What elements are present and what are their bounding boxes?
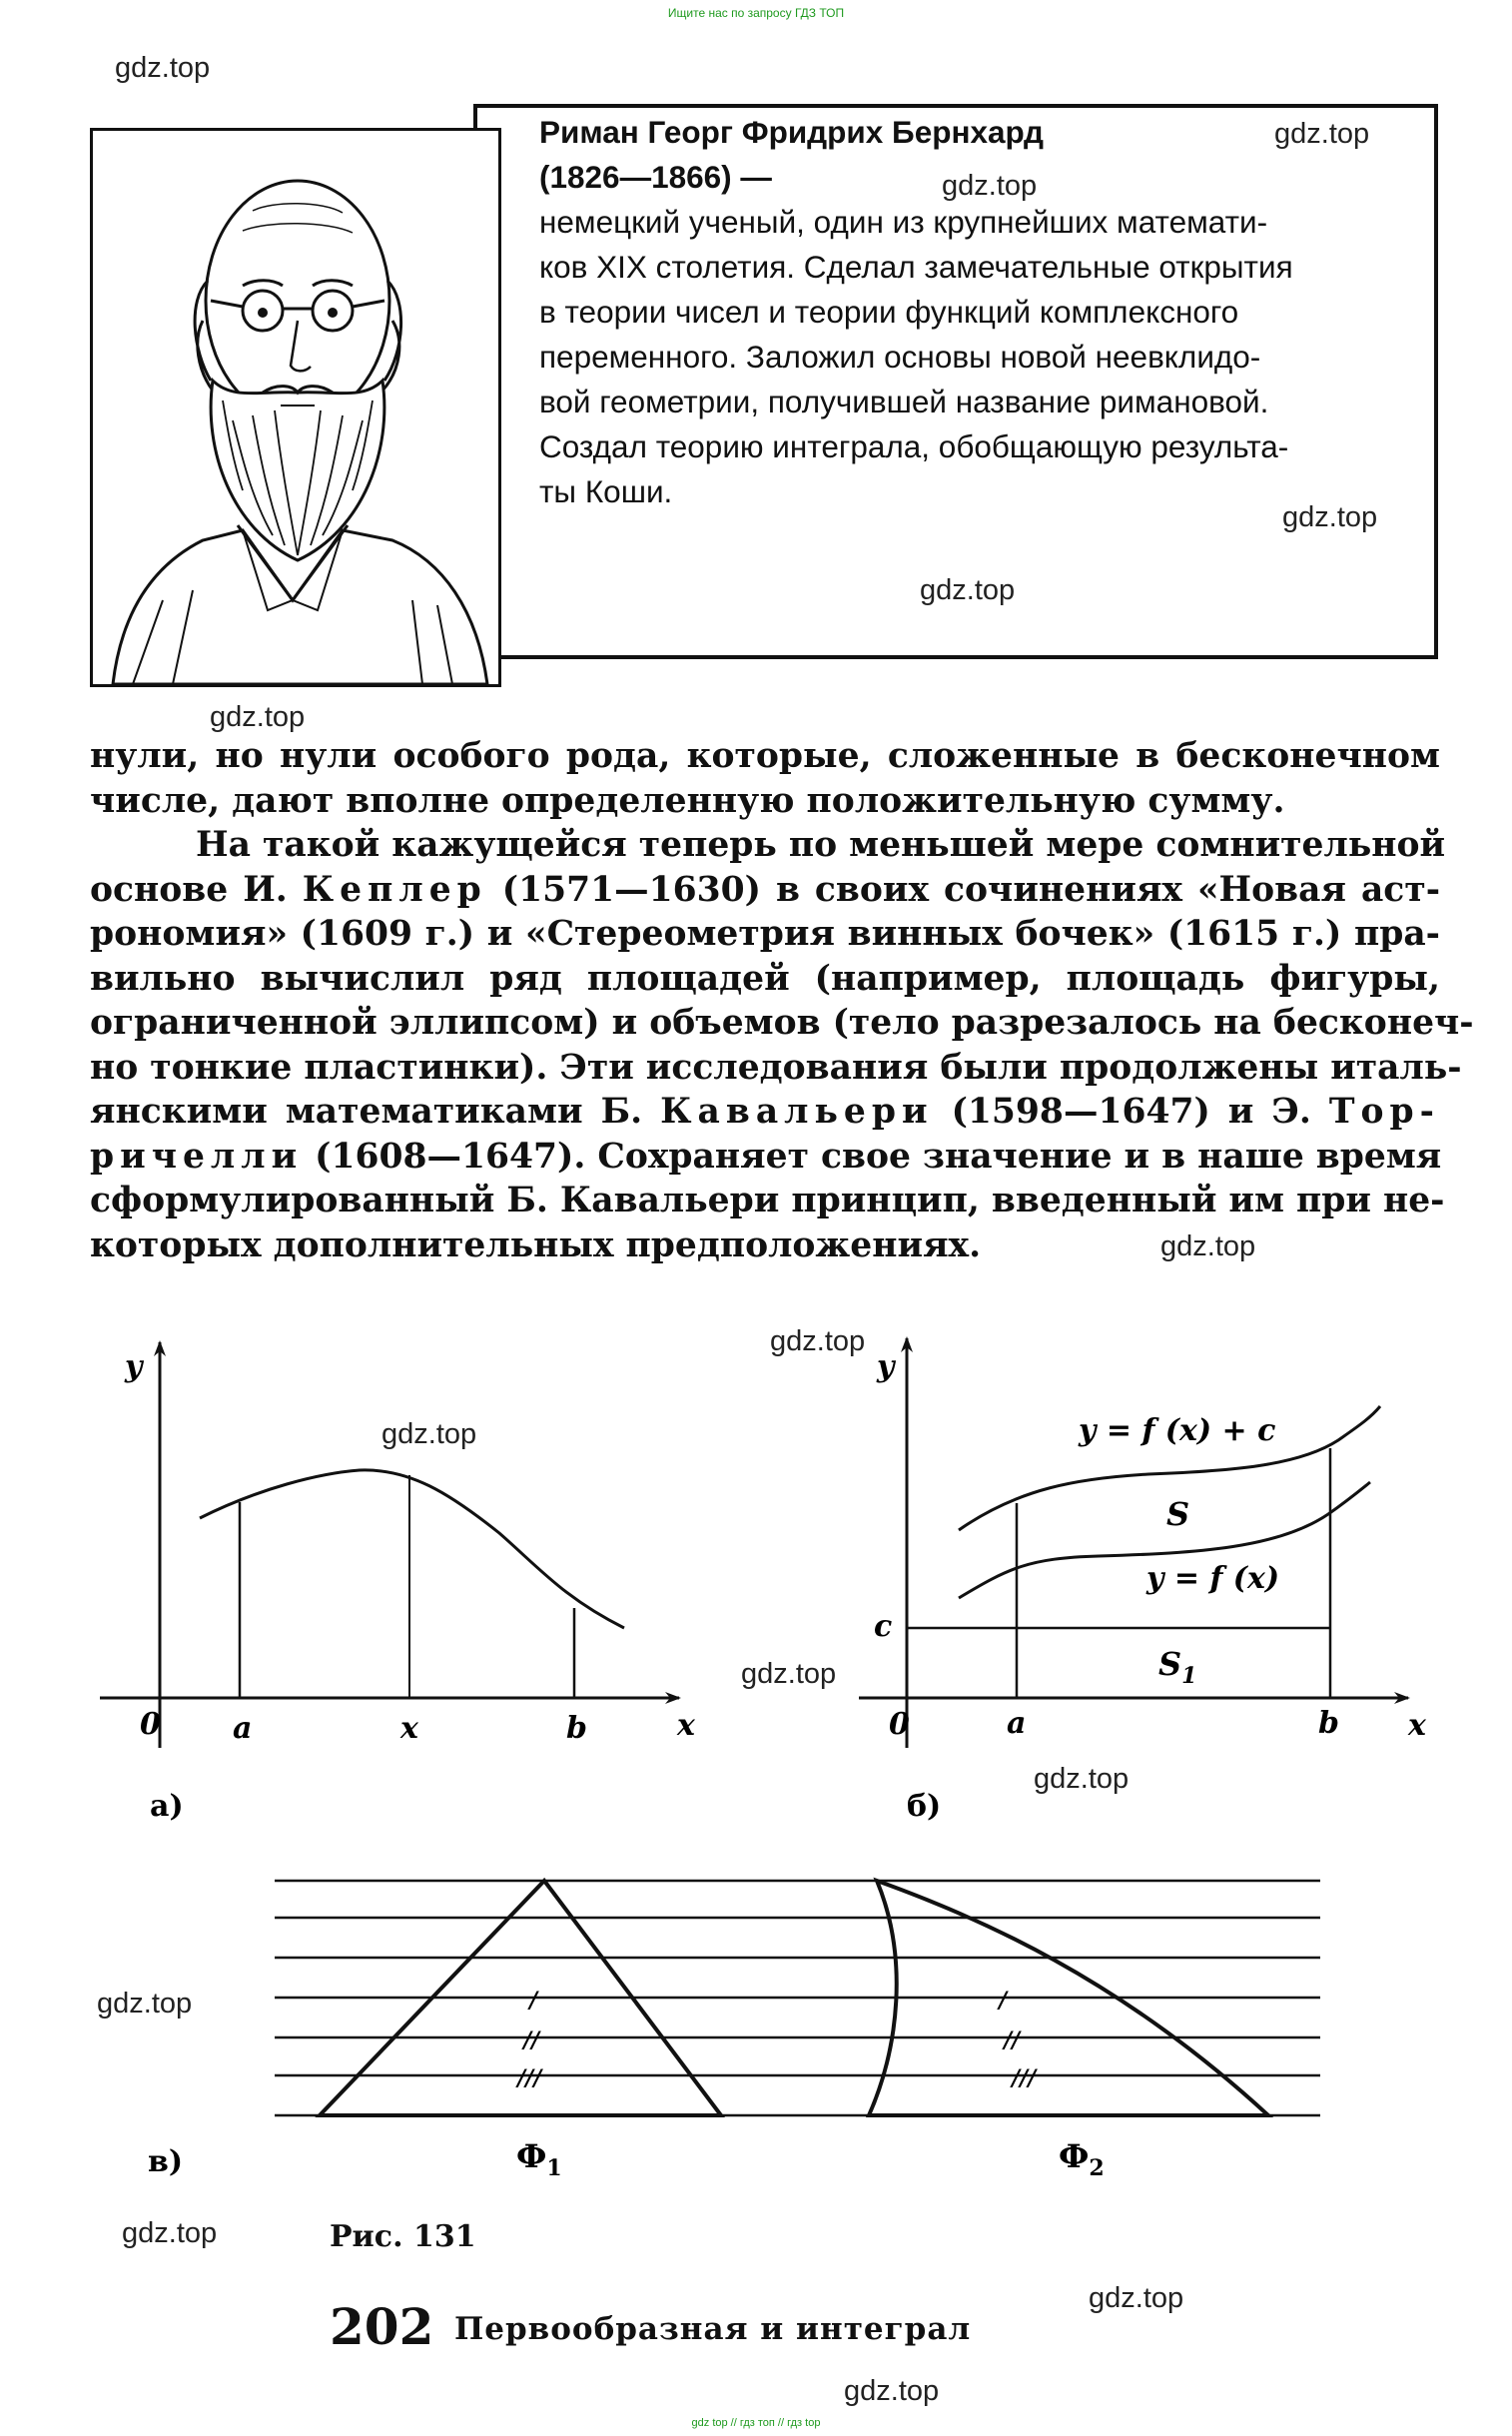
bio-line: ков XIX столетия. Сделал замечательные открытия <box>539 249 1293 285</box>
text-fragment: основе И. <box>90 869 288 910</box>
watermark: gdz.top <box>381 1418 477 1450</box>
figure-b <box>859 1338 1427 1748</box>
bio-line: немецкий ученый, один из крупнейших математи- <box>539 204 1268 240</box>
watermark: gdz.top <box>210 701 306 733</box>
phi1-main: Ф <box>516 2137 547 2175</box>
tick-b: b <box>566 1711 587 1746</box>
text-line <box>90 1135 1440 1180</box>
text-line: На такой кажущейся теперь по меньшей мере сомнительной <box>196 825 1446 865</box>
mark-single: / <box>529 1988 538 2014</box>
watermark: gdz.top <box>1282 501 1378 533</box>
text-line: рономия» (1609 г.) и «Стереометрия винных бочек» (1615 г.) пра- <box>90 914 1440 954</box>
region-s: S <box>1166 1495 1190 1533</box>
name-cavalieri: Кавальери <box>660 1092 934 1132</box>
section-title: Первообразная и интеграл <box>454 2311 972 2347</box>
tick-a: a <box>1007 1706 1027 1741</box>
watermark: gdz.top <box>920 574 1016 606</box>
riemann-portrait <box>90 128 501 687</box>
watermark: gdz.top <box>1089 2282 1184 2314</box>
label-phi2 <box>1059 2137 1105 2181</box>
name-torricelli-part: ричелли <box>90 1136 304 1177</box>
tick-c: c <box>874 1609 893 1644</box>
phi2-main: Ф <box>1059 2137 1090 2175</box>
text-fragment: (1571—1630) в своих сочинениях «Новая аст- <box>501 869 1441 910</box>
phi1-sub: 1 <box>546 2155 562 2181</box>
label-a: а) <box>150 1789 184 1824</box>
bio-line: Создал теорию интеграла, обобщающую результа- <box>539 428 1289 464</box>
page-number: 202 <box>330 2297 434 2356</box>
text-fragment: (1608—1647). Сохраняет свое значение и в наше время <box>315 1136 1442 1177</box>
watermark: gdz.top <box>115 52 211 84</box>
watermark: gdz.top <box>97 1988 193 2020</box>
bio-years: (1826—1866) — <box>539 159 772 195</box>
label-b: б) <box>907 1789 942 1824</box>
figure-caption: Рис. 131 <box>330 2219 476 2254</box>
mark-triple: /// <box>517 2065 542 2091</box>
watermark: gdz.top <box>1160 1230 1256 1262</box>
origin-label: 0 <box>889 1707 910 1742</box>
figure-a <box>100 1342 696 1748</box>
region-s1 <box>1158 1645 1196 1689</box>
watermark: gdz.top <box>122 2217 218 2249</box>
text-line: нули, но нули особого рода, которые, сложенные в бесконечном <box>90 736 1440 776</box>
portrait-drawing <box>93 131 498 684</box>
text-fragment: янскими математиками Б. <box>90 1092 643 1132</box>
watermark: gdz.top <box>942 170 1038 202</box>
top-search-note: Ищите нас по запросу ГДЗ ТОП <box>667 6 845 20</box>
tick-x: x <box>400 1711 418 1746</box>
bio-line: вой геометрии, получившей название римановой. <box>539 384 1269 419</box>
x-axis-label: x <box>677 1708 695 1743</box>
y-axis-label: y <box>877 1349 895 1384</box>
body-text <box>90 734 1474 1267</box>
curve <box>200 1470 624 1628</box>
origin-label: 0 <box>140 1707 161 1742</box>
figure-c <box>148 1881 1320 2181</box>
text-line <box>90 1090 1440 1135</box>
text-line: числе, дают вполне определенную положительную сумму. <box>90 780 1285 821</box>
bio-line: переменного. Заложил основы новой неевклидо- <box>539 339 1261 375</box>
tick-a: a <box>233 1711 253 1746</box>
x-axis-label: x <box>1408 1708 1426 1743</box>
text-line: вильно вычислил ряд площадей (например, площадь фигуры, <box>90 958 1440 999</box>
phi2-sub: 2 <box>1089 2155 1105 2181</box>
watermark: gdz.top <box>844 2375 940 2407</box>
bio-line: ты Коши. <box>539 473 673 509</box>
text-line: сформулированный Б. Кавальери принцип, введенный им при не- <box>90 1181 1445 1220</box>
mark-double: // <box>523 2028 540 2053</box>
text-line: ограниченной эллипсом) и объемов (тело разрезалось на бесконеч- <box>90 1003 1474 1043</box>
figure-131 <box>0 1278 1512 2257</box>
name-kepler: Кеплер <box>302 869 487 910</box>
text-line: которых дополнительных предположениях. <box>90 1224 982 1265</box>
bottom-note: gdz top // гдз топ // гдз top <box>691 2417 821 2429</box>
watermark: gdz.top <box>741 1658 837 1690</box>
watermark: gdz.top <box>1274 118 1370 150</box>
text-line: но тонкие пластинки). Эти исследования были продолжены италь- <box>90 1047 1462 1088</box>
name-torricelli-part: Тор- <box>1328 1092 1440 1132</box>
watermark: gdz.top <box>770 1325 866 1357</box>
bio-line: в теории чисел и теории функций комплексного <box>539 294 1239 330</box>
mark-double: // <box>1004 2028 1021 2053</box>
label-f-plus-c: y = f (x) + c <box>1079 1413 1276 1448</box>
region-s1-sub: 1 <box>1181 1663 1197 1689</box>
text-fragment: (1598—1647) и Э. <box>951 1092 1311 1132</box>
mark-triple: /// <box>1012 2065 1037 2091</box>
label-phi1 <box>516 2137 562 2181</box>
text-line <box>90 868 1440 913</box>
y-axis-label: y <box>125 1349 143 1384</box>
mark-single: / <box>999 1988 1008 2014</box>
tick-b: b <box>1318 1706 1339 1741</box>
label-c: в) <box>148 2144 184 2179</box>
watermark: gdz.top <box>1034 1763 1130 1795</box>
region-s1-main: S <box>1158 1645 1182 1683</box>
bio-name: Риман Георг Фридрих Бернхард <box>539 114 1044 150</box>
label-f: y = f (x) <box>1146 1561 1280 1596</box>
